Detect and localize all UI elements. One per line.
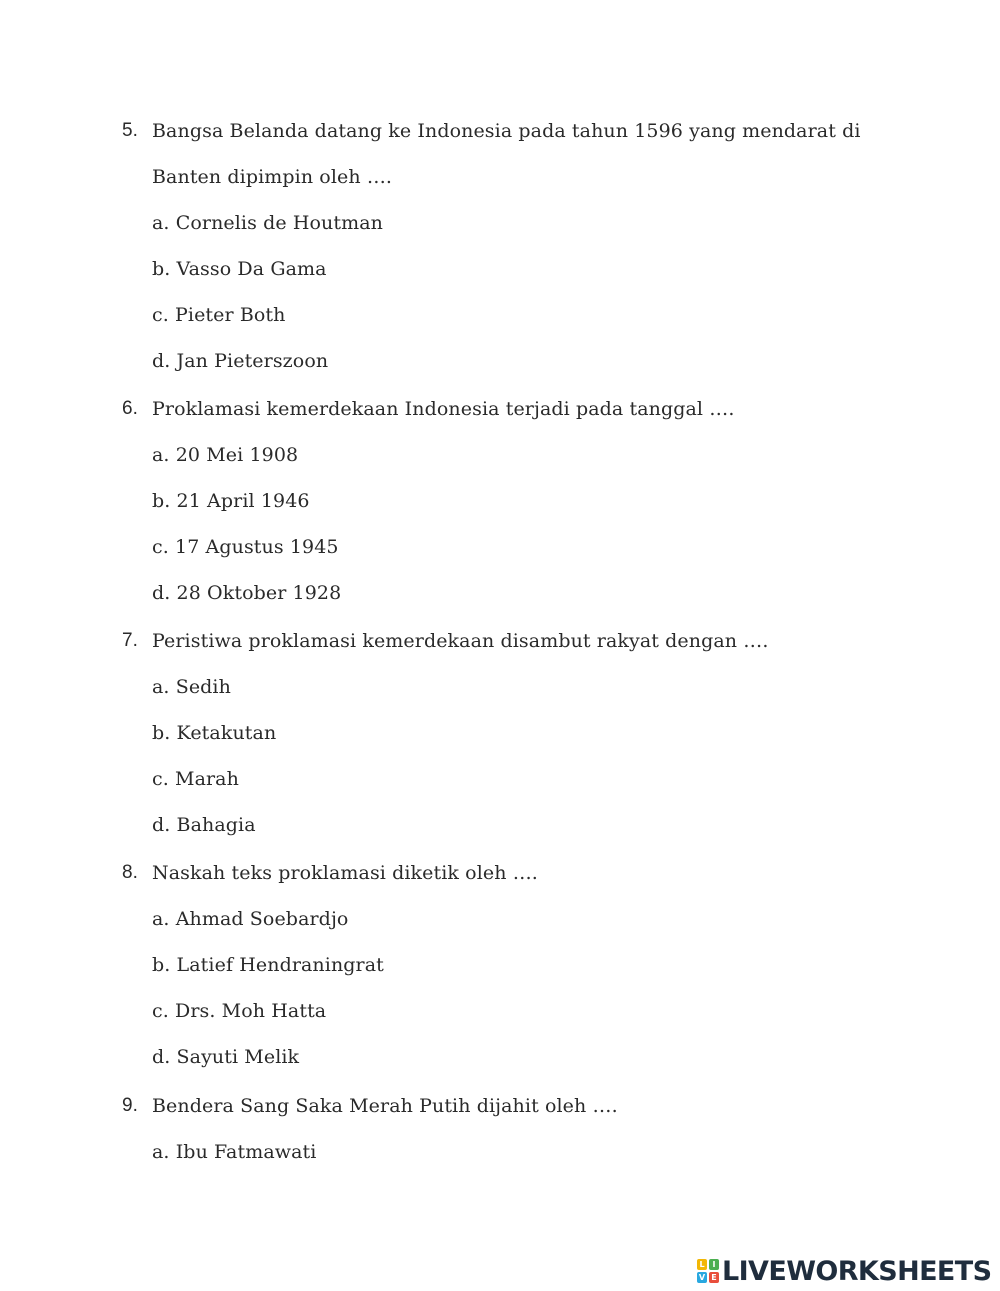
- question-5-option-c: c. Pieter Both: [152, 304, 286, 326]
- question-6-option-c: c. 17 Agustus 1945: [152, 536, 339, 558]
- question-8-option-a: a. Ahmad Soebardjo: [152, 908, 349, 930]
- question-5-option-b: b. Vasso Da Gama: [152, 258, 327, 280]
- question-6-option-d: d. 28 Oktober 1928: [152, 582, 342, 604]
- question-5-option-d: d. Jan Pieterszoon: [152, 350, 329, 372]
- question-9-text: Bendera Sang Saka Merah Putih dijahit oleh ….: [152, 1095, 618, 1117]
- logo-tile-v: V: [698, 1273, 706, 1282]
- question-5-text-line-1: Bangsa Belanda datang ke Indonesia pada tahun 1596 yang mendarat di: [152, 120, 861, 142]
- question-7-number: 7.: [122, 630, 139, 651]
- liveworksheets-logo-icon: [697, 1259, 719, 1283]
- logo-tile-e: E: [709, 1272, 719, 1283]
- question-7-text: Peristiwa proklamasi kemerdekaan disambut rakyat dengan ….: [152, 630, 769, 652]
- question-5-text-line-2: Banten dipimpin oleh ….: [152, 166, 393, 188]
- question-8-option-c: c. Drs. Moh Hatta: [152, 1000, 327, 1022]
- question-9-option-a: a. Ibu Fatmawati: [152, 1141, 317, 1163]
- question-7-option-d: d. Bahagia: [152, 814, 256, 836]
- question-5-option-a: a. Cornelis de Houtman: [152, 212, 383, 234]
- question-8-option-d: d. Sayuti Melik: [152, 1046, 300, 1068]
- question-6-option-b: b. 21 April 1946: [152, 490, 310, 512]
- question-8-option-b: b. Latief Hendraningrat: [152, 954, 384, 976]
- question-8-number: 8.: [122, 862, 139, 883]
- question-6-option-a: a. 20 Mei 1908: [152, 444, 299, 466]
- logo-tile-l: L: [697, 1259, 707, 1270]
- question-5-number: 5.: [122, 120, 139, 141]
- question-7-option-a: a. Sedih: [152, 676, 231, 698]
- question-8-text: Naskah teks proklamasi diketik oleh ….: [152, 862, 538, 884]
- brand-wordmark: LIVEWORKSHEETS: [722, 1255, 992, 1287]
- question-7-option-b: b. Ketakutan: [152, 722, 277, 744]
- question-6-text: Proklamasi kemerdekaan Indonesia terjadi pada tanggal ….: [152, 398, 735, 420]
- question-9-number: 9.: [122, 1095, 139, 1116]
- question-7-option-c: c. Marah: [152, 768, 239, 790]
- question-6-number: 6.: [122, 398, 139, 419]
- logo-tile-i: I: [709, 1259, 719, 1270]
- liveworksheets-brand: [697, 1256, 991, 1286]
